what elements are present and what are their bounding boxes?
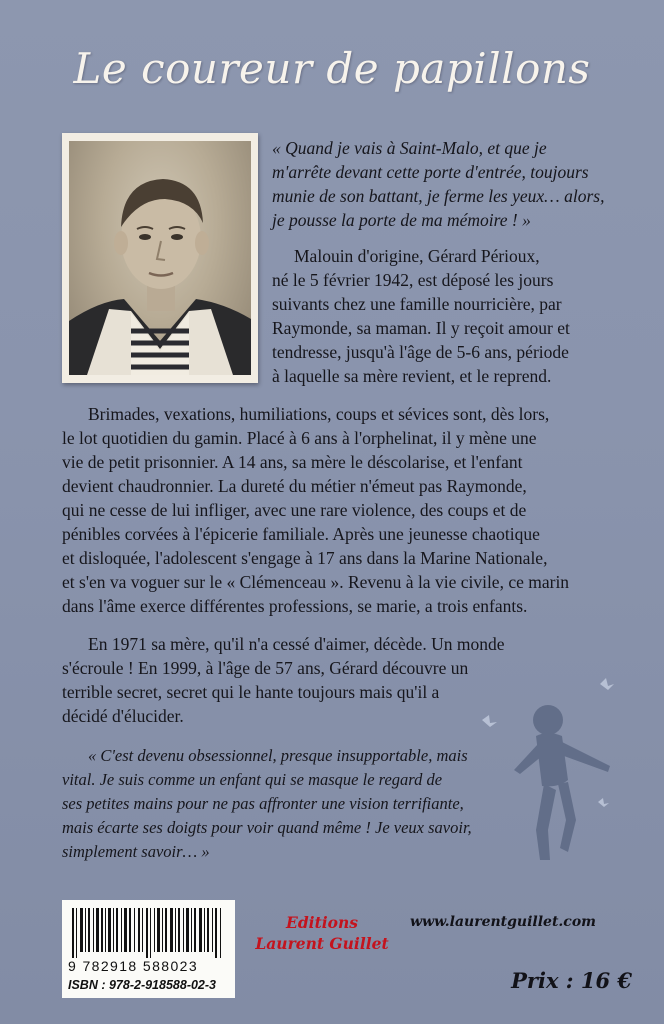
barcode-box	[62, 900, 235, 998]
paragraph-line: Malouin d'origine, Gérard Périoux,	[294, 246, 540, 266]
price-label: Prix : 16 €	[511, 968, 632, 993]
barcode-icon	[72, 908, 225, 958]
intro-quote-line: m'arrête devant cette porte d'entrée, toujours	[272, 162, 589, 182]
closing-quote-line: vital. Je suis comme un enfant qui se masque le regard de	[62, 770, 443, 789]
publisher-line: Editions	[286, 913, 358, 932]
paragraph-line: né le 5 février 1942, est déposé les jours	[272, 270, 554, 290]
book-title: Le coureur de papillons	[73, 44, 591, 93]
paragraph-line: dans l'âme exerce différentes professions, se marie, a trois enfants.	[62, 596, 528, 616]
closing-quote-line: ses petites mains pour ne pas affronter une vision terrifiante,	[62, 794, 464, 813]
paragraph-line: En 1971 sa mère, qu'il n'a cessé d'aimer, décède. Un monde	[88, 634, 505, 654]
paragraph-line: tendresse, jusqu'à l'âge de 5-6 ans, période	[272, 342, 569, 362]
paragraph-line: vie de petit prisonnier. A 14 ans, sa mère le déscolarise, et l'enfant	[62, 452, 523, 472]
intro-quote-line: je pousse la porte de ma mémoire ! »	[272, 210, 531, 230]
barcode-number: 9 782918 588023	[68, 958, 198, 974]
closing-quote-line: mais écarte ses doigts pour voir quand même ! Je veux savoir,	[62, 818, 472, 837]
author-photo	[69, 141, 251, 375]
paragraph-childhood	[62, 402, 634, 618]
paragraph-line: à laquelle sa mère revient, et le reprend.	[272, 366, 552, 386]
paragraph-line: et disloquée, l'adolescent s'engage à 17 ans dans la Marine Nationale,	[62, 548, 548, 568]
paragraph-line: décidé d'élucider.	[62, 706, 184, 726]
paragraph-line: terrible secret, secret qui le hante toujours mais qu'il a	[62, 682, 440, 702]
paragraph-line: Raymonde, sa maman. Il y reçoit amour et	[272, 318, 570, 338]
paragraph-line: le lot quotidien du gamin. Placé à 6 ans à l'orphelinat, il y mène une	[62, 428, 537, 448]
paragraph-line: devient chaudronnier. La dureté du métier n'émeut pas Raymonde,	[62, 476, 527, 496]
publisher-website[interactable]: www.laurentguillet.com	[410, 914, 596, 930]
paragraph-origin	[272, 244, 610, 388]
isbn-label: ISBN : 978-2-918588-02-3	[68, 978, 216, 992]
publisher-logo	[252, 912, 392, 954]
paragraph-line: Brimades, vexations, humiliations, coups et sévices sont, dès lors,	[88, 404, 550, 424]
running-child-silhouette	[470, 670, 640, 890]
paragraph-line: s'écroule ! En 1999, à l'âge de 57 ans, Gérard découvre un	[62, 658, 469, 678]
author-photo-frame	[62, 133, 258, 383]
closing-quote-line: simplement savoir… »	[62, 842, 210, 861]
intro-quote-line: « Quand je vais à Saint-Malo, et que je	[272, 138, 547, 158]
intro-quote	[272, 136, 610, 232]
paragraph-line: suivants chez une famille nourricière, par	[272, 294, 562, 314]
paragraph-line: et s'en va voguer sur le « Clémenceau ». Revenu à la vie civile, ce marin	[62, 572, 570, 592]
paragraph-line: qui ne cesse de lui infliger, avec une rare violence, des coups et de	[62, 500, 527, 520]
intro-quote-line: munie de son battant, je ferme les yeux… alors,	[272, 186, 605, 206]
publisher-line: Laurent Guillet	[255, 934, 389, 953]
paragraph-line: pénibles corvées à l'épicerie familiale. Après une jeunesse chaotique	[62, 524, 540, 544]
closing-quote-line: « C'est devenu obsessionnel, presque insupportable, mais	[88, 746, 468, 765]
